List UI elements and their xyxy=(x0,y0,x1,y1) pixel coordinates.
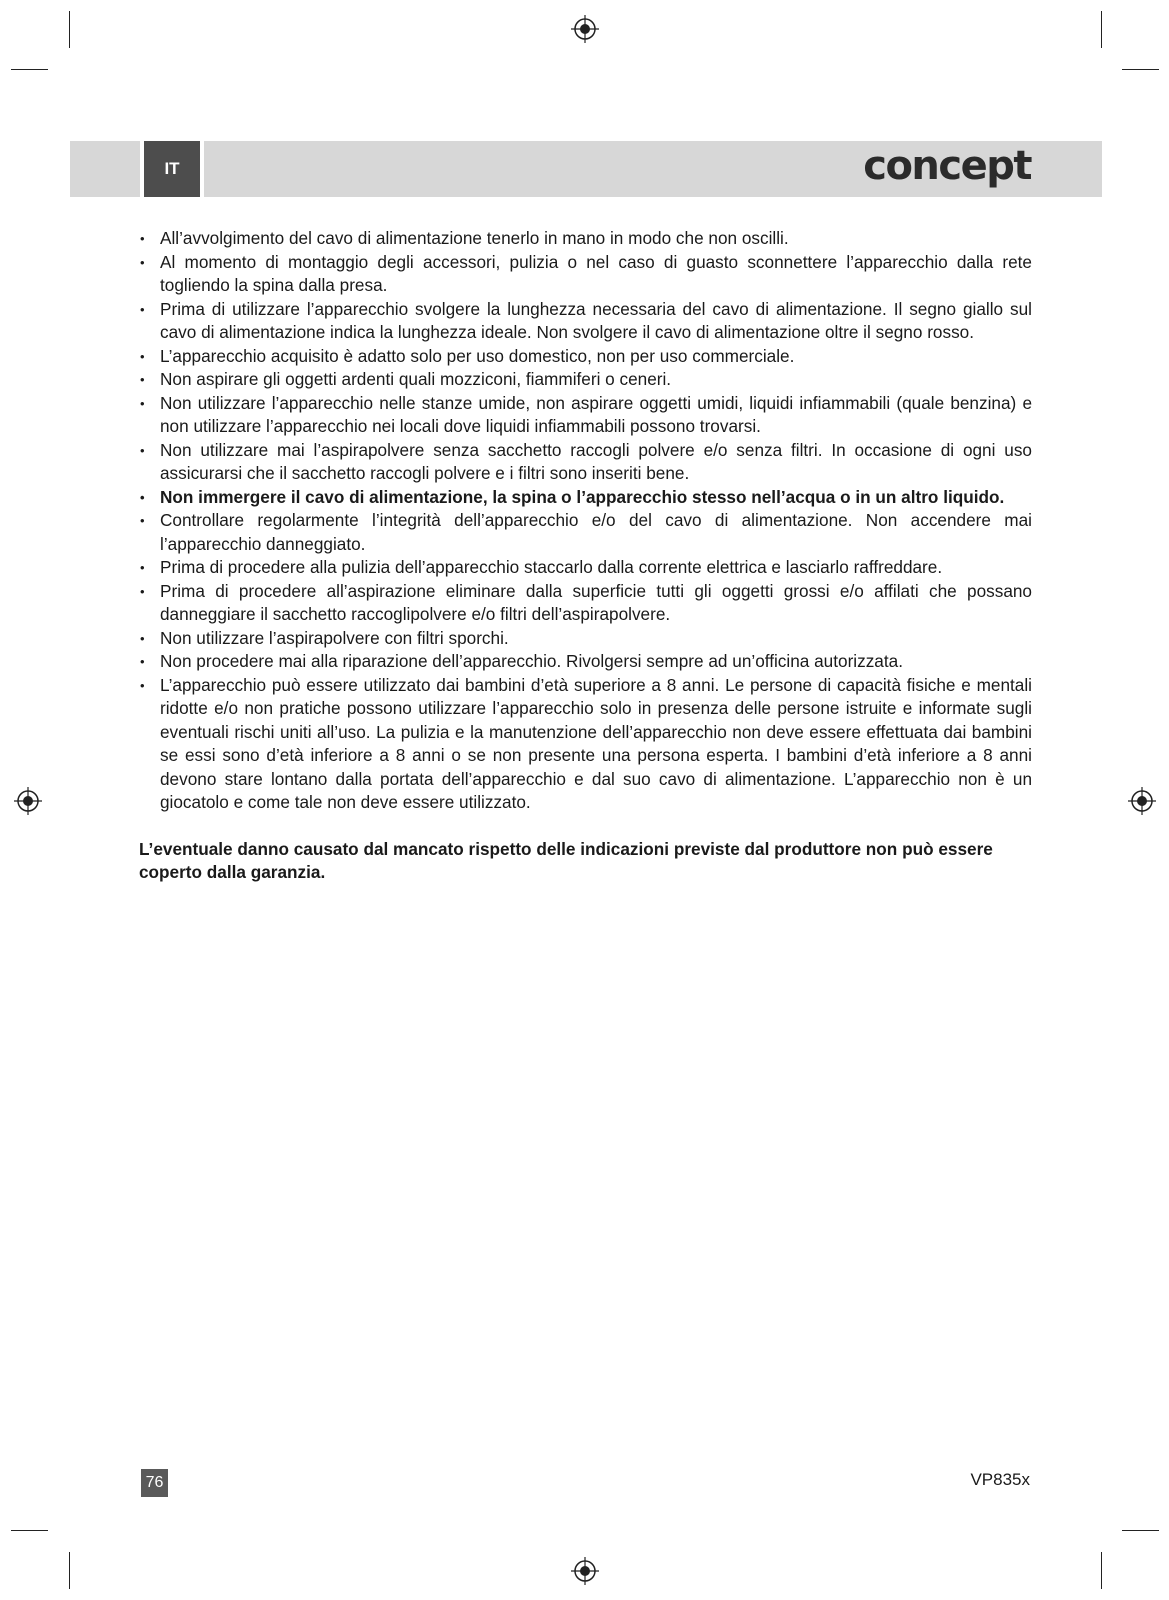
language-tab: IT xyxy=(144,141,200,197)
warranty-note: L’eventuale danno causato dal mancato rispetto delle indicazioni previste dal produttore non può essere coperto dalla garanzia. xyxy=(139,838,993,882)
page-number: 76 xyxy=(141,1469,168,1497)
list-item: • Non utilizzare l’apparecchio nelle stanze umide, non aspirare oggetti umidi, liquidi infiammabili (quale benzina) e non utilizzare l’apparecchio nei locali dove liquidi infiammabili possono trovarsi. xyxy=(139,392,1032,439)
main-content xyxy=(139,227,1032,902)
list-item: • Prima di procedere alla pulizia dell’apparecchio staccarlo dalla corrente elettrica e lasciarlo raffreddare. xyxy=(139,556,1032,580)
list-item: • Non utilizzare l’aspirapolvere con filtri sporchi. xyxy=(139,627,1032,651)
list-item: • Non procedere mai alla riparazione dell’apparecchio. Rivolgersi sempre ad un’officina autorizzata. xyxy=(139,650,1032,674)
model-number: VP835x xyxy=(970,1470,1030,1489)
registration-mark-icon xyxy=(1127,786,1157,816)
list-item: • L’apparecchio acquisito è adatto solo per uso domestico, non per uso commerciale. xyxy=(139,345,1032,369)
list-item-warning: • Non immergere il cavo di alimentazione, la spina o l’apparecchio stesso nell’acqua o in un altro liquido. xyxy=(139,486,1032,510)
safety-list xyxy=(139,227,1032,815)
crop-mark xyxy=(1122,69,1159,70)
list-item: • Controllare regolarmente l’integrità dell’apparecchio e/o del cavo di alimentazione. Non accendere mai l’apparecchio danneggiato. xyxy=(139,509,1032,556)
brand-logo: concept xyxy=(863,143,1031,189)
list-item: • Prima di utilizzare l’apparecchio svolgere la lunghezza necessaria del cavo di alimentazione. Il segno giallo sul cavo di alimentazione indica la lunghezza ideale. Non svolgere il cavo di alimentazione oltre il segno rosso. xyxy=(139,298,1032,345)
list-item: • Non utilizzare mai l’aspirapolvere senza sacchetto raccogli polvere e/o senza filtri. In occasione di ogni uso assicurarsi che il sacchetto raccogli polvere e i filtri sono inseriti bene. xyxy=(139,439,1032,486)
crop-mark xyxy=(1122,1530,1159,1531)
crop-mark xyxy=(69,1552,70,1589)
registration-mark-icon xyxy=(570,14,600,44)
list-item: • L’apparecchio può essere utilizzato dai bambini d’età superiore a 8 anni. Le persone di capacità fisiche e mentali ridotte e/o non pratiche possono utilizzare l’apparecchio solo in presenza delle persone istruite e informate sugli eventuali rischi uniti all’uso. La pulizia e la manutenzione dell’apparecchio non deve essere effettuata dai bambini se essi sono d’età inferiore a 8 anni o se non presente una persona esperta. I bambini d’età inferiore a 8 anni devono stare lontano dalla portata dell’apparecchio e dal suo cavo di alimentazione. L’apparecchio non è un giocatolo e come tale non deve essere utilizzato. xyxy=(139,674,1032,815)
crop-mark xyxy=(11,1530,48,1531)
list-item: • All’avvolgimento del cavo di alimentazione tenerlo in mano in modo che non oscilli. xyxy=(139,227,1032,251)
registration-mark-icon xyxy=(13,786,43,816)
crop-mark xyxy=(69,11,70,48)
list-item: • Prima di procedere all’aspirazione eliminare dalla superficie tutti gli oggetti grossi e/o affilati che possano danneggiare il sacchetto raccoglipolvere e/o filtri dell’aspirapolvere. xyxy=(139,580,1032,627)
crop-mark xyxy=(1101,1552,1102,1589)
list-item: • Al momento di montaggio degli accessori, pulizia o nel caso di guasto sconnettere l’apparecchio dalla rete togliendo la spina dalla presa. xyxy=(139,251,1032,298)
registration-mark-icon xyxy=(570,1556,600,1586)
crop-mark xyxy=(1101,11,1102,48)
crop-mark xyxy=(11,69,48,70)
list-item: • Non aspirare gli oggetti ardenti quali mozziconi, fiammiferi o ceneri. xyxy=(139,368,1032,392)
